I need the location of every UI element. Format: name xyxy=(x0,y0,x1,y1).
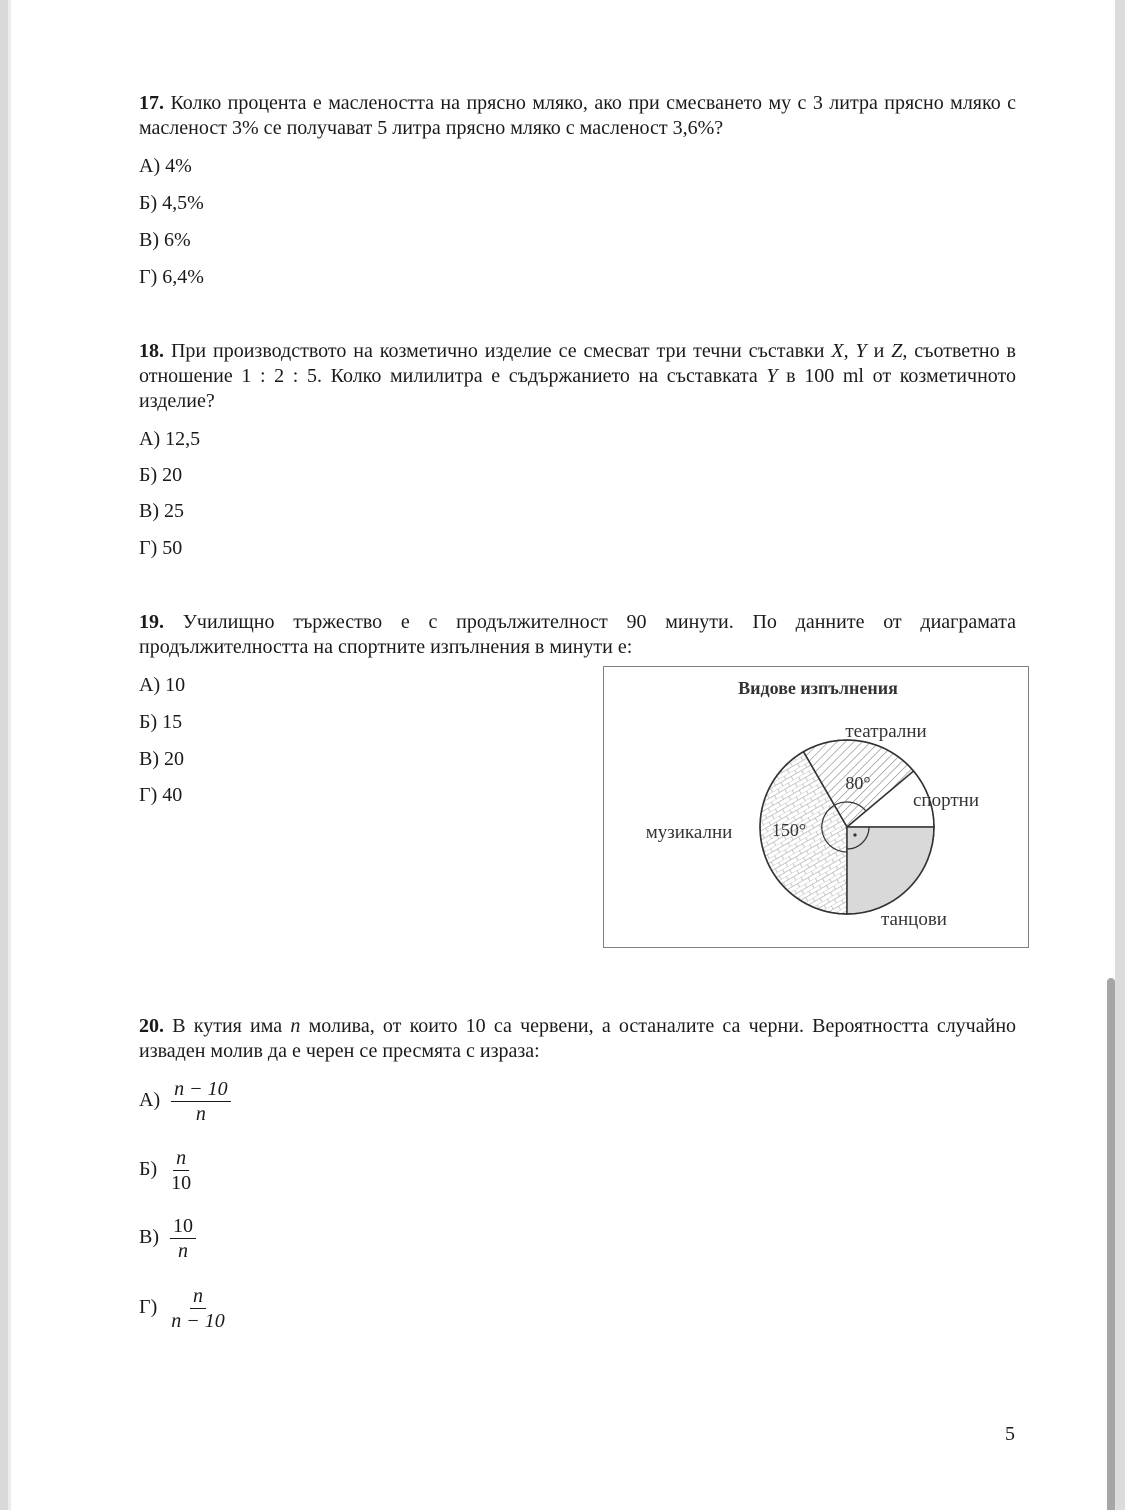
question-text: молива, от които 10 са червени, а останалите са черни. Вероятността случайно изваден молив да е черен се пресмята с израза: xyxy=(139,1015,1017,1062)
fraction xyxy=(171,1077,231,1126)
fraction xyxy=(168,1284,228,1333)
fraction-denominator: n − 10 xyxy=(171,1310,225,1332)
question-text: в 100 ml от козметичното изделие? xyxy=(139,365,1016,412)
option-c: В) 25 xyxy=(139,500,184,522)
fraction-numerator: 10 xyxy=(170,1214,196,1239)
option-b: Б) 20 xyxy=(139,464,183,486)
label-dance: танцови xyxy=(881,909,947,930)
option-a: А) 12,5 xyxy=(139,428,201,450)
variable-y: Y xyxy=(766,365,778,387)
pie-chart xyxy=(603,666,1029,948)
fraction-denominator: 10 xyxy=(171,1172,192,1194)
option-c: В) 6% xyxy=(139,229,191,251)
label-musical: музикални xyxy=(645,822,733,843)
option-b xyxy=(139,1146,194,1195)
pie-chart-figure xyxy=(603,666,1029,948)
option-label: А) xyxy=(139,1089,161,1112)
scrollbar-track[interactable] xyxy=(1115,0,1125,1510)
option-a: А) 10 xyxy=(139,674,186,696)
question-text: , съответно в отношение 1 : 2 : 5. Колко милилитра е съдържанието на съставката xyxy=(139,340,1017,387)
option-d: Г) 40 xyxy=(139,784,183,806)
question-number: 20. xyxy=(139,1015,164,1037)
variable-x: X xyxy=(831,340,844,362)
option-a: А) 4% xyxy=(139,155,192,177)
option-b: Б) 15 xyxy=(139,711,183,733)
question-number: 18. xyxy=(139,340,164,362)
label-theatrical: театрални xyxy=(845,721,927,742)
scrollbar-thumb[interactable] xyxy=(1107,978,1115,1510)
question-text: Колко процента е маслеността на прясно мляко, ако при смесването му с 3 литра прясно мляко с масленост 3% се получават 5 литра прясно мляко с масленост 3,6%? xyxy=(139,92,1017,139)
question-text: В кутия има xyxy=(172,1015,291,1037)
chart-title: Видове изпълнения xyxy=(738,678,898,698)
question-18 xyxy=(139,339,1016,414)
slice-dance xyxy=(847,827,934,914)
angle-label-80: 80° xyxy=(845,773,871,793)
question-number: 17. xyxy=(139,92,164,114)
variable-y: Y xyxy=(855,340,867,362)
right-angle-dot xyxy=(853,833,856,836)
option-d xyxy=(139,1284,228,1333)
question-text: и xyxy=(866,340,892,362)
fraction-denominator: n xyxy=(195,1103,206,1125)
question-text: При производството на козметично изделие се смесват три течни съставки xyxy=(170,340,832,362)
fraction-numerator: n xyxy=(190,1284,206,1309)
option-label: Г) xyxy=(139,1296,158,1319)
option-b: Б) 4,5% xyxy=(139,192,204,214)
viewer-left-edge xyxy=(0,0,8,1510)
question-text: Училищно тържество е с продължителност 90 минути. По данните от диаграмата продължителността на спортните изпълнения в минути е: xyxy=(139,611,1016,658)
question-20 xyxy=(139,1014,1016,1064)
fraction-numerator: n xyxy=(173,1146,189,1171)
question-19 xyxy=(139,610,1016,660)
option-c xyxy=(139,1214,196,1263)
fraction-denominator: n xyxy=(178,1240,188,1262)
question-number: 19. xyxy=(139,611,164,633)
fraction-numerator: n − 10 xyxy=(171,1077,231,1102)
question-17 xyxy=(139,91,1016,141)
question-text: , xyxy=(843,340,856,362)
viewer-left-edge-inner xyxy=(8,0,11,1510)
page-number: 5 xyxy=(1005,1423,1015,1445)
option-label: Б) xyxy=(139,1158,158,1181)
angle-label-150: 150° xyxy=(771,820,807,840)
variable-n: n xyxy=(290,1015,301,1037)
fraction xyxy=(168,1146,194,1195)
option-a xyxy=(139,1077,231,1126)
label-sports: спортни xyxy=(913,790,979,811)
option-c: В) 20 xyxy=(139,748,184,770)
fraction xyxy=(170,1214,196,1263)
option-d: Г) 50 xyxy=(139,537,183,559)
option-d: Г) 6,4% xyxy=(139,266,204,288)
option-label: В) xyxy=(139,1226,159,1249)
variable-z: Z xyxy=(891,340,903,362)
